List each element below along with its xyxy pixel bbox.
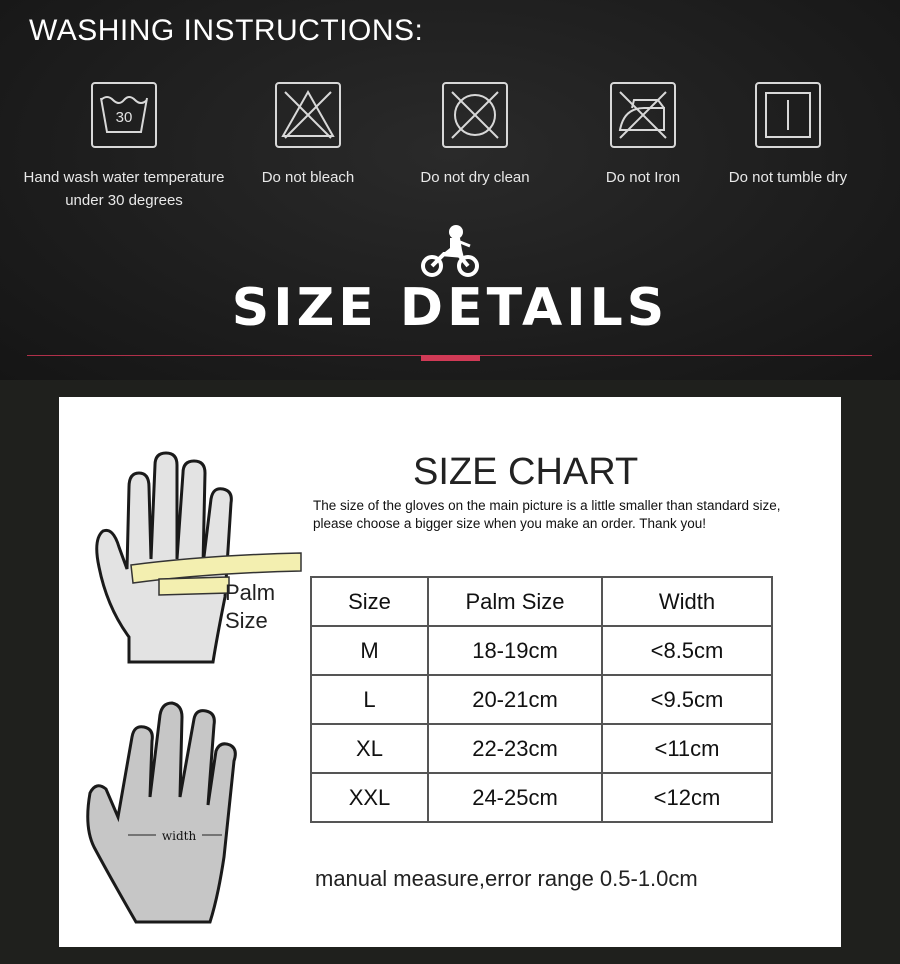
table-header-row	[311, 577, 772, 626]
size-chart-note: The size of the gloves on the main picture is a little smaller than standard size, please choose a bigger size when you make an order. Thank you!	[313, 498, 781, 531]
hand-wash-30-icon	[91, 82, 157, 148]
size-chart-title: SIZE CHART	[413, 451, 639, 493]
table-row: XL 22-23cm <11cm	[311, 724, 772, 773]
header-palm-size: Palm Size	[428, 577, 602, 626]
care-caption: Do not tumble dry	[728, 169, 848, 186]
no-dry-clean-icon	[442, 82, 508, 148]
measure-footnote: manual measure,error range 0.5-1.0cm	[315, 866, 698, 891]
care-caption: Do not Iron	[605, 169, 681, 186]
washing-section	[0, 0, 900, 380]
no-bleach-icon	[275, 82, 341, 148]
size-table	[310, 576, 773, 823]
washing-title: WASHING INSTRUCTIONS:	[29, 14, 424, 47]
care-caption: Do not bleach	[261, 169, 355, 186]
no-iron-icon	[610, 82, 676, 148]
care-caption: Do not dry clean	[420, 169, 530, 186]
wash-temp-number: 30	[115, 109, 133, 126]
care-caption: Hand wash water temperature under 30 degrees	[23, 169, 225, 209]
palm-size-label: Palm Size	[225, 580, 276, 633]
care-item-hand-wash	[19, 82, 229, 212]
width-label: width	[161, 829, 197, 843]
table-row: M 18-19cm <8.5cm	[311, 626, 772, 675]
size-chart-card	[59, 397, 841, 947]
care-item-no-tumble-dry	[683, 82, 893, 189]
size-details-heading: SIZE DETAILS	[231, 278, 669, 338]
palm-size-hand-illustration	[89, 447, 304, 672]
table-row: L 20-21cm <9.5cm	[311, 675, 772, 724]
divider-accent	[421, 355, 480, 361]
header-width: Width	[602, 577, 772, 626]
table-row: XXL 24-25cm <12cm	[311, 773, 772, 822]
motocross-rider-icon	[420, 222, 480, 284]
header-size: Size	[311, 577, 428, 626]
no-tumble-dry-icon	[755, 82, 821, 148]
width-hand-illustration	[84, 697, 249, 927]
